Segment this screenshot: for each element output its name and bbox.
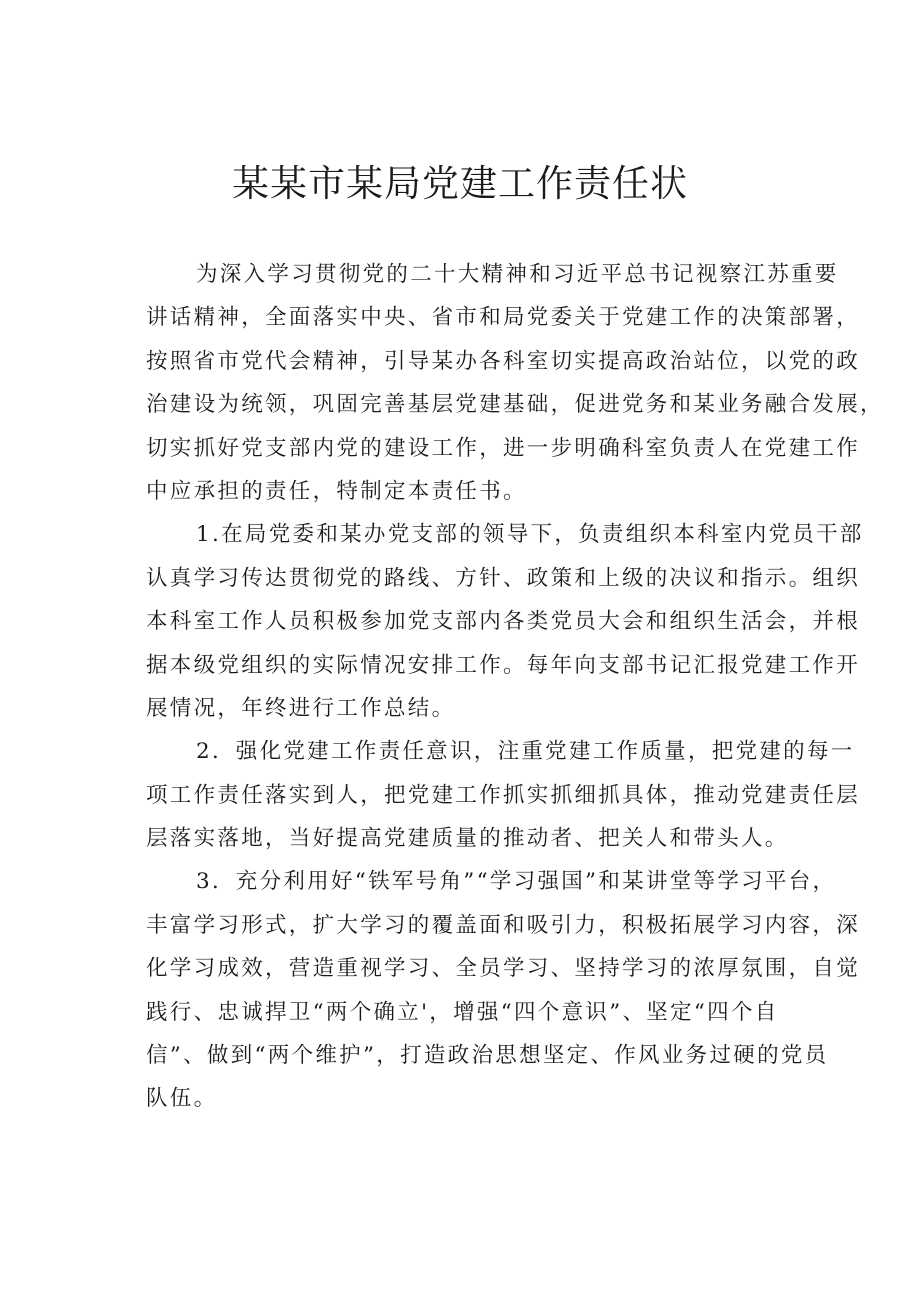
paragraph-item-1: [146, 513, 864, 730]
text-line: 层落实落地，当好提高党建质量的推动者、把关人和带头人。: [146, 826, 789, 852]
text-line: 化学习成效，营造重视学习、全员学习、坚持学习的浓厚氛围，自觉: [146, 956, 861, 982]
text-line: 认真学习传达贯彻党的路线、方针、政策和上级的决议和指示。组织: [146, 565, 861, 591]
paragraph-item-2: [146, 730, 861, 860]
text-line: 信”、做到“两个维护”，打造政治思想坚定、作风业务过硬的党员: [146, 1043, 829, 1069]
document-title: 某某市某局党建工作责任状: [232, 162, 688, 205]
text-line: 2．强化党建工作责任意识，注重党建工作质量，把党建的每一: [196, 739, 855, 765]
text-line: 治建设为统领，巩固完善基层党建基础，促进党务和某业务融合发展，: [146, 392, 884, 418]
text-line: 丰富学习形式，扩大学习的覆盖面和吸引力，积极拓展学习内容，深: [146, 912, 861, 938]
paragraph-intro: [146, 253, 884, 513]
text-line: 项工作责任落实到人，把党建工作抓实抓细抓具体，推动党建责任层: [146, 782, 861, 808]
text-line: 按照省市党代会精神，引导某办各科室切实提高政治站位，以党的政: [146, 348, 861, 374]
document-body: [146, 253, 884, 1121]
text-line: 本科室工作人员积极参加党支部内各类党员大会和组织生活会，并根: [146, 609, 861, 635]
text-line: 1.在局党委和某办党支部的领导下，负责组织本科室内党员干部: [196, 522, 864, 548]
text-line: 3．充分利用好“铁军号角”“学习强国”和某讲堂等学习平台，: [196, 869, 837, 895]
text-line: 切实抓好党支部内党的建设工作，进一步明确科室负责人在党建工作: [146, 435, 861, 461]
text-line: 践行、忠诚捍卫“两个确立'，增强“四个意识”、坚定“四个自: [146, 999, 779, 1025]
text-line: 展情况，年终进行工作总结。: [146, 695, 456, 721]
text-line: 讲话精神，全面落实中央、省市和局党委关于党建工作的决策部署，: [146, 305, 861, 331]
text-line: 为深入学习贯彻党的二十大精神和习近平总书记视察江苏重要: [196, 262, 839, 287]
paragraph-item-3: [146, 860, 861, 1120]
text-line: 中应承担的责任，特制定本责任书。: [146, 478, 527, 504]
text-line: 队伍。: [146, 1086, 218, 1112]
text-line: 据本级党组织的实际情况安排工作。每年向支部书记汇报党建工作开: [146, 652, 861, 678]
